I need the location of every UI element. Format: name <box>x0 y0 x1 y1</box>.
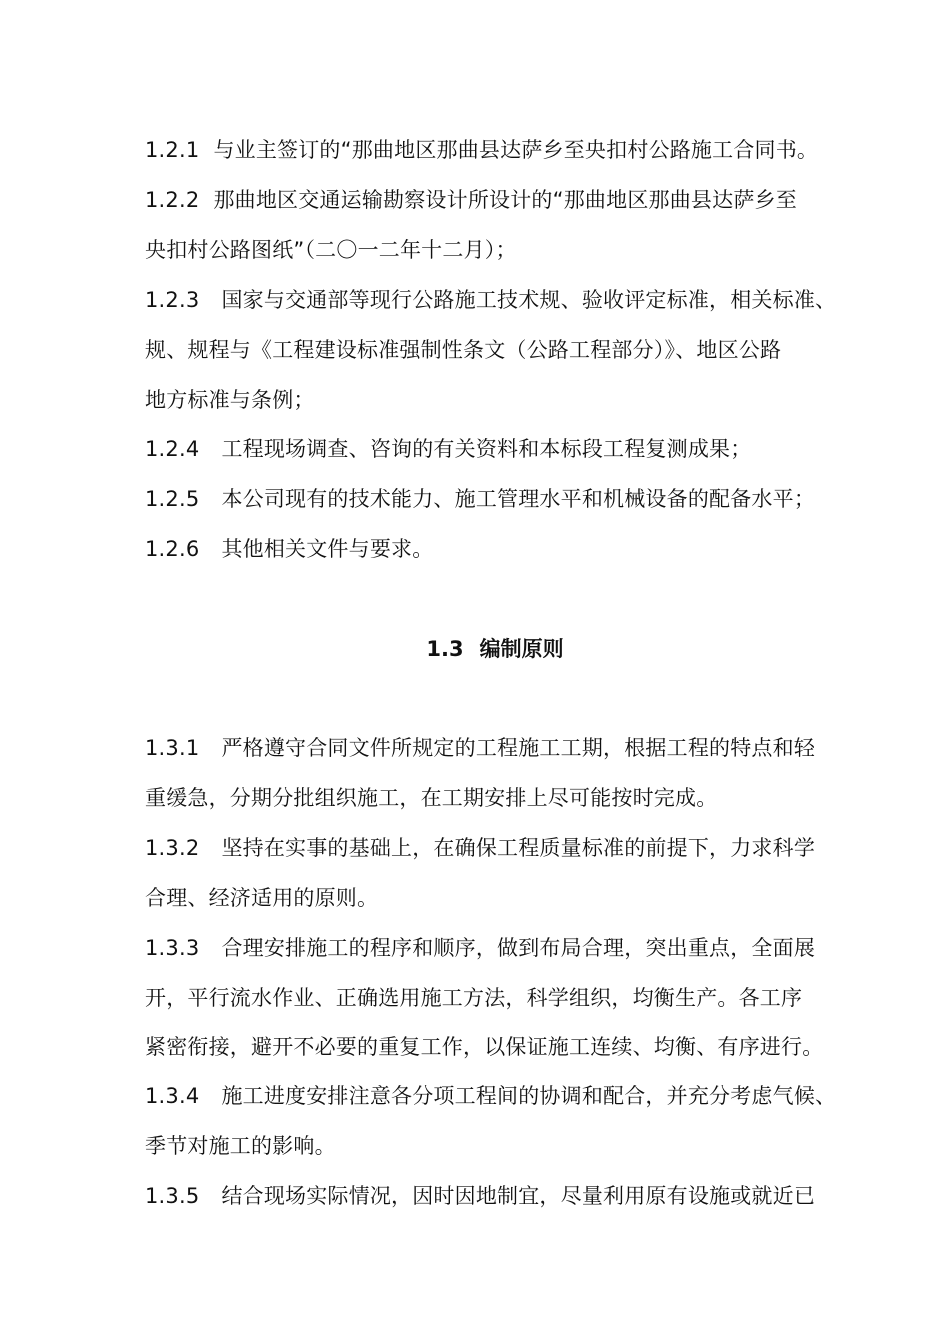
clause-1-3-3-cont <box>145 1032 875 1062</box>
clause-1-2-3 <box>145 285 875 315</box>
clause-text: 规、规程与《工程建设标准强制性条文（公路工程部分）》、地区公路 <box>145 338 782 362</box>
clause-1-3-3-cont <box>145 983 875 1013</box>
clause-1-3-2 <box>145 833 875 863</box>
clause-text: 合理安排施工的程序和顺序，做到布局合理，突出重点，全面展 <box>221 936 816 960</box>
clause-1-2-6 <box>145 534 875 564</box>
clause-1-3-4-cont <box>145 1131 875 1161</box>
clause-number: 1.2.3 <box>145 288 200 312</box>
section-heading-number: 1.3 <box>426 637 464 661</box>
clause-1-3-1-cont <box>145 783 875 813</box>
clause-1-3-2-cont <box>145 883 875 913</box>
clause-text: 合理、经济适用的原则。 <box>145 886 379 910</box>
clause-text: 结合现场实际情况，因时因地制宜，尽量利用原有设施或就近已 <box>221 1184 816 1208</box>
clause-number: 1.3.2 <box>145 836 200 860</box>
clause-text: 本公司现有的技术能力、施工管理水平和机械设备的配备水平； <box>221 487 816 511</box>
clause-1-2-4 <box>145 434 875 464</box>
section-heading <box>0 634 950 664</box>
clause-text: 国家与交通部等现行公路施工技术规、验收评定标准，相关标准、 <box>221 288 837 312</box>
clause-number: 1.2.5 <box>145 487 200 511</box>
clause-number: 1.3.5 <box>145 1184 200 1208</box>
clause-text: 与业主签订的“那曲地区那曲县达萨乡至央扣村公路施工合同书。 <box>213 138 819 162</box>
clause-number: 1.3.3 <box>145 936 200 960</box>
clause-text: 开，平行流水作业、正确选用施工方法，科学组织，均衡生产。各工序 <box>145 986 803 1010</box>
clause-1-3-5 <box>145 1181 875 1211</box>
clause-number: 1.3.4 <box>145 1084 200 1108</box>
clause-number: 1.2.2 <box>145 188 200 212</box>
clause-text: 央扣村公路图纸”（二〇一二年十二月）； <box>145 238 517 262</box>
clause-text: 地方标准与条例； <box>145 388 315 412</box>
clause-text: 那曲地区交通运输勘察设计所设计的“那曲地区那曲县达萨乡至 <box>213 188 797 212</box>
clause-text: 施工进度安排注意各分项工程间的协调和配合，并充分考虑气候、 <box>221 1084 837 1108</box>
clause-1-2-3-cont <box>145 385 875 415</box>
clause-text: 工程现场调查、咨询的有关资料和本标段工程复测成果； <box>221 437 752 461</box>
clause-1-2-5 <box>145 484 875 514</box>
clause-1-2-2-cont <box>145 235 875 265</box>
clause-text: 紧密衔接，避开不必要的重复工作，以保证施工连续、均衡、有序进行。 <box>145 1035 824 1059</box>
clause-text: 重缓急，分期分批组织施工，在工期安排上尽可能按时完成。 <box>145 786 718 810</box>
clause-1-2-2 <box>145 185 875 215</box>
section-heading-title: 编制原则 <box>479 637 564 661</box>
clause-text: 严格遵守合同文件所规定的工程施工工期，根据工程的特点和轻 <box>221 736 816 760</box>
clause-number: 1.2.1 <box>145 138 200 162</box>
clause-number: 1.2.4 <box>145 437 200 461</box>
clause-text: 季节对施工的影响。 <box>145 1134 336 1158</box>
clause-1-3-1 <box>145 733 875 763</box>
clause-number: 1.2.6 <box>145 537 200 561</box>
clause-text: 坚持在实事的基础上，在确保工程质量标准的前提下，力求科学 <box>221 836 816 860</box>
clause-number: 1.3.1 <box>145 736 200 760</box>
clause-1-3-3 <box>145 933 875 963</box>
clause-text: 其他相关文件与要求。 <box>221 537 434 561</box>
clause-1-2-3-cont <box>145 335 875 365</box>
clause-1-2-1 <box>145 135 875 165</box>
clause-1-3-4 <box>145 1081 875 1111</box>
